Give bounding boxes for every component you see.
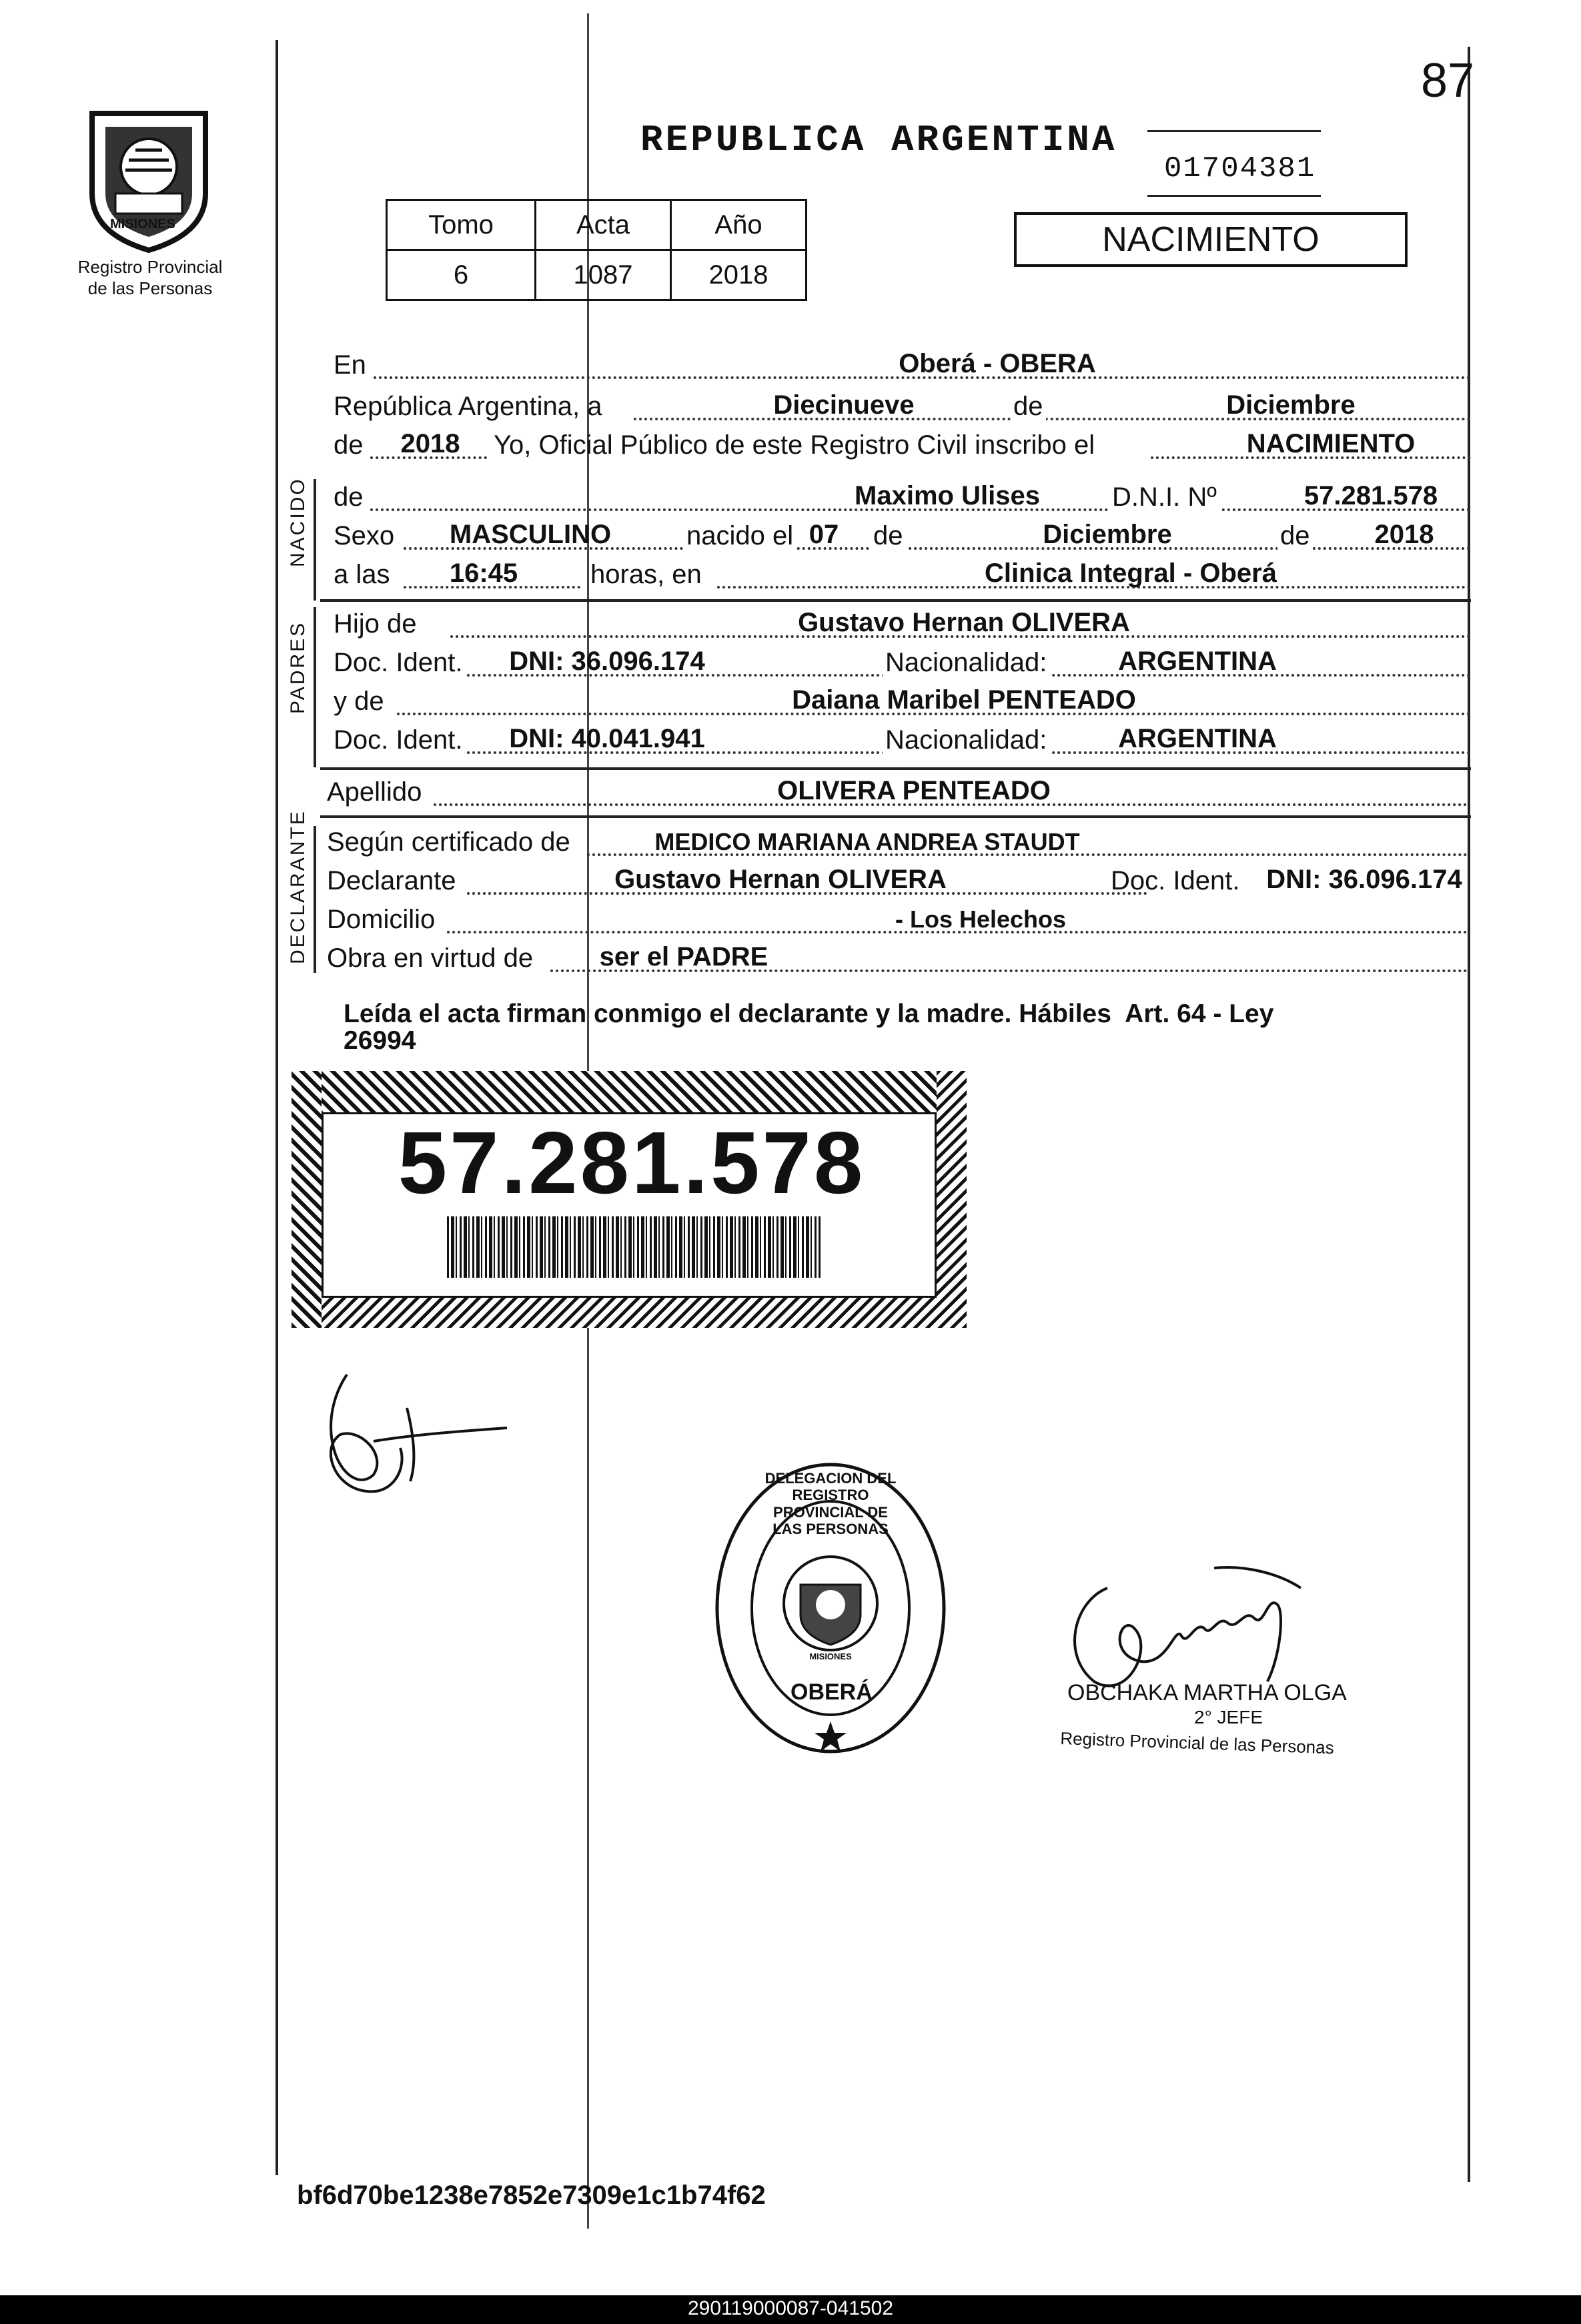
row-nacido-sexo	[330, 518, 1471, 555]
day-text: Diecinueve	[773, 390, 915, 420]
label-nacido-el: nacido el	[684, 521, 796, 551]
oficial-text: Yo, Oficial Público de este Registro Civil inscribo el	[494, 430, 1095, 460]
padres-divider	[320, 767, 1471, 770]
label-de-month: de	[1011, 392, 1046, 422]
label-de-2: de	[871, 521, 906, 551]
birth-day: 07	[809, 520, 839, 549]
row-father-doc	[330, 645, 1471, 682]
row-en	[330, 347, 1471, 384]
label-nacionalidad-1: Nacionalidad:	[883, 648, 1049, 678]
act-type-value: NACIMIENTO	[1246, 429, 1416, 458]
label-sexo: Sexo	[334, 521, 395, 550]
id-label-border-top	[292, 1071, 967, 1112]
label-hijo-de: Hijo de	[334, 609, 417, 639]
label-declarante: Declarante	[327, 866, 456, 895]
declarant-signature	[307, 1368, 520, 1501]
serial-bottom-rule	[1147, 195, 1321, 197]
signatory-office: Registro Provincial de las Personas	[1059, 1728, 1335, 1758]
year-value: 2018	[400, 429, 460, 458]
city-value: Oberá - OBERA	[899, 349, 1096, 378]
table-value-acta: 1087	[534, 249, 672, 301]
logo-caption-1: Registro Provincial	[77, 257, 223, 277]
birth-year: 2018	[1374, 520, 1434, 549]
mother-name: Daiana Maribel PENTEADO	[792, 685, 1136, 715]
table-value-anio: 2018	[670, 249, 807, 301]
id-label	[292, 1071, 967, 1328]
official-signature	[1047, 1548, 1328, 1701]
padres-bracket	[314, 607, 316, 767]
birth-time: 16:45	[449, 558, 518, 588]
child-name: Maximo Ulises	[855, 481, 1040, 510]
serial-top-rule	[1147, 130, 1321, 132]
label-apellido: Apellido	[327, 777, 422, 807]
stamp-ring-text: DELEGACION DEL REGISTRO PROVINCIAL DE LAS PERSONAS	[764, 1470, 897, 1537]
declarante-doc: DNI: 36.096.174	[1266, 865, 1462, 894]
row-hijo-de	[330, 606, 1471, 643]
side-label-padres: PADRES	[287, 621, 309, 714]
domicilio-value: - Los Helechos	[895, 905, 1067, 933]
official-stamp	[710, 1458, 951, 1758]
id-label-border-bottom	[292, 1298, 967, 1328]
logo-seal-top: PROVINCIA DE	[100, 99, 196, 113]
label-de-name: de	[334, 482, 364, 512]
id-number: 57.281.578	[398, 1114, 866, 1212]
document-type-box: NACIMIENTO	[1014, 212, 1408, 267]
row-certificado	[327, 824, 1468, 861]
label-horas: horas, en	[590, 560, 702, 589]
table-header-acta: Acta	[534, 199, 672, 251]
closing-text-line-1: Leída el acta firman conmigo el declarante y la madre. Hábiles Art. 64 - Ley	[344, 1000, 1274, 1028]
father-name: Gustavo Hernan OLIVERA	[798, 608, 1130, 637]
stamp-inner-bottom: MISIONES	[809, 1651, 852, 1661]
barcode	[447, 1216, 821, 1278]
signatory-name: OBCHAKA MARTHA OLGA	[1067, 1680, 1347, 1705]
table-value-tomo: 6	[386, 249, 536, 301]
label-doc-ident-1: Doc. Ident.	[334, 648, 463, 677]
signatory-title: 2° JEFE	[1194, 1707, 1263, 1727]
certificado-value: MEDICO MARIANA ANDREA STAUDT	[654, 828, 1080, 855]
nacido-divider	[320, 599, 1471, 602]
label-republica: República Argentina, a	[334, 392, 602, 421]
stamp-city: OBERÁ	[790, 1679, 873, 1705]
apellido-value: OLIVERA PENTEADO	[777, 776, 1051, 805]
label-decl-doc: Doc. Ident.	[1111, 866, 1240, 895]
label-dni: D.N.I. Nº	[1109, 482, 1219, 512]
table-header-tomo: Tomo	[386, 199, 536, 251]
nacido-bracket	[314, 479, 316, 601]
mother-doc: DNI: 40.041.941	[509, 724, 705, 753]
label-de-year: de	[334, 430, 364, 460]
left-margin-line	[276, 40, 278, 2175]
side-label-nacido: NACIDO	[287, 477, 309, 567]
child-dni: 57.281.578	[1303, 481, 1438, 510]
label-a-las: a las	[334, 560, 390, 589]
country-title: REPUBLICA ARGENTINA	[640, 119, 1117, 161]
page-number: 87	[1421, 54, 1475, 107]
row-nacido-name	[330, 479, 1471, 516]
label-de-3: de	[1277, 521, 1313, 551]
label-obra: Obra en virtud de	[327, 943, 534, 973]
label-y-de: y de	[334, 687, 384, 716]
father-nationality: ARGENTINA	[1118, 647, 1277, 676]
row-fecha	[330, 388, 1471, 426]
month-text: Diciembre	[1226, 390, 1356, 420]
row-domicilio	[327, 901, 1468, 939]
apellido-divider	[320, 815, 1471, 818]
label-en: En	[334, 350, 366, 380]
id-label-border-right	[937, 1071, 967, 1328]
label-domicilio: Domicilio	[327, 905, 436, 934]
label-nacionalidad-2: Nacionalidad:	[883, 725, 1049, 755]
declarante-value: Gustavo Hernan OLIVERA	[614, 865, 947, 894]
label-doc-ident-2: Doc. Ident.	[334, 725, 463, 755]
obra-value: ser el PADRE	[599, 942, 768, 972]
footer-code: 290119000087-041502	[687, 2297, 894, 2319]
row-obra	[327, 940, 1468, 978]
row-apellido	[327, 774, 1468, 811]
logo-caption-2: de las Personas	[87, 278, 213, 298]
row-mother-doc	[330, 722, 1471, 759]
logo-seal-bottom: MISIONES	[110, 217, 175, 232]
document-hash: bf6d70be1238e7852e7309e1c1b74f62	[297, 2181, 766, 2210]
birth-place: Clinica Integral - Oberá	[985, 558, 1277, 588]
sexo-value: MASCULINO	[449, 520, 612, 549]
serial-number: 01704381	[1164, 152, 1316, 185]
row-oficial	[330, 427, 1471, 464]
mother-nationality: ARGENTINA	[1118, 724, 1277, 753]
birth-month: Diciembre	[1043, 520, 1172, 549]
row-y-de	[330, 683, 1471, 721]
row-declarante	[327, 863, 1468, 900]
label-certificado: Según certificado de	[327, 827, 570, 857]
side-label-declarante: DECLARANTE	[287, 809, 309, 964]
row-nacido-hora	[330, 556, 1471, 594]
closing-text-line-2: 26994	[344, 1026, 416, 1055]
declarante-bracket	[314, 826, 316, 973]
table-header-anio: Año	[670, 199, 807, 251]
father-doc: DNI: 36.096.174	[509, 647, 705, 676]
id-label-border-left	[292, 1071, 322, 1328]
